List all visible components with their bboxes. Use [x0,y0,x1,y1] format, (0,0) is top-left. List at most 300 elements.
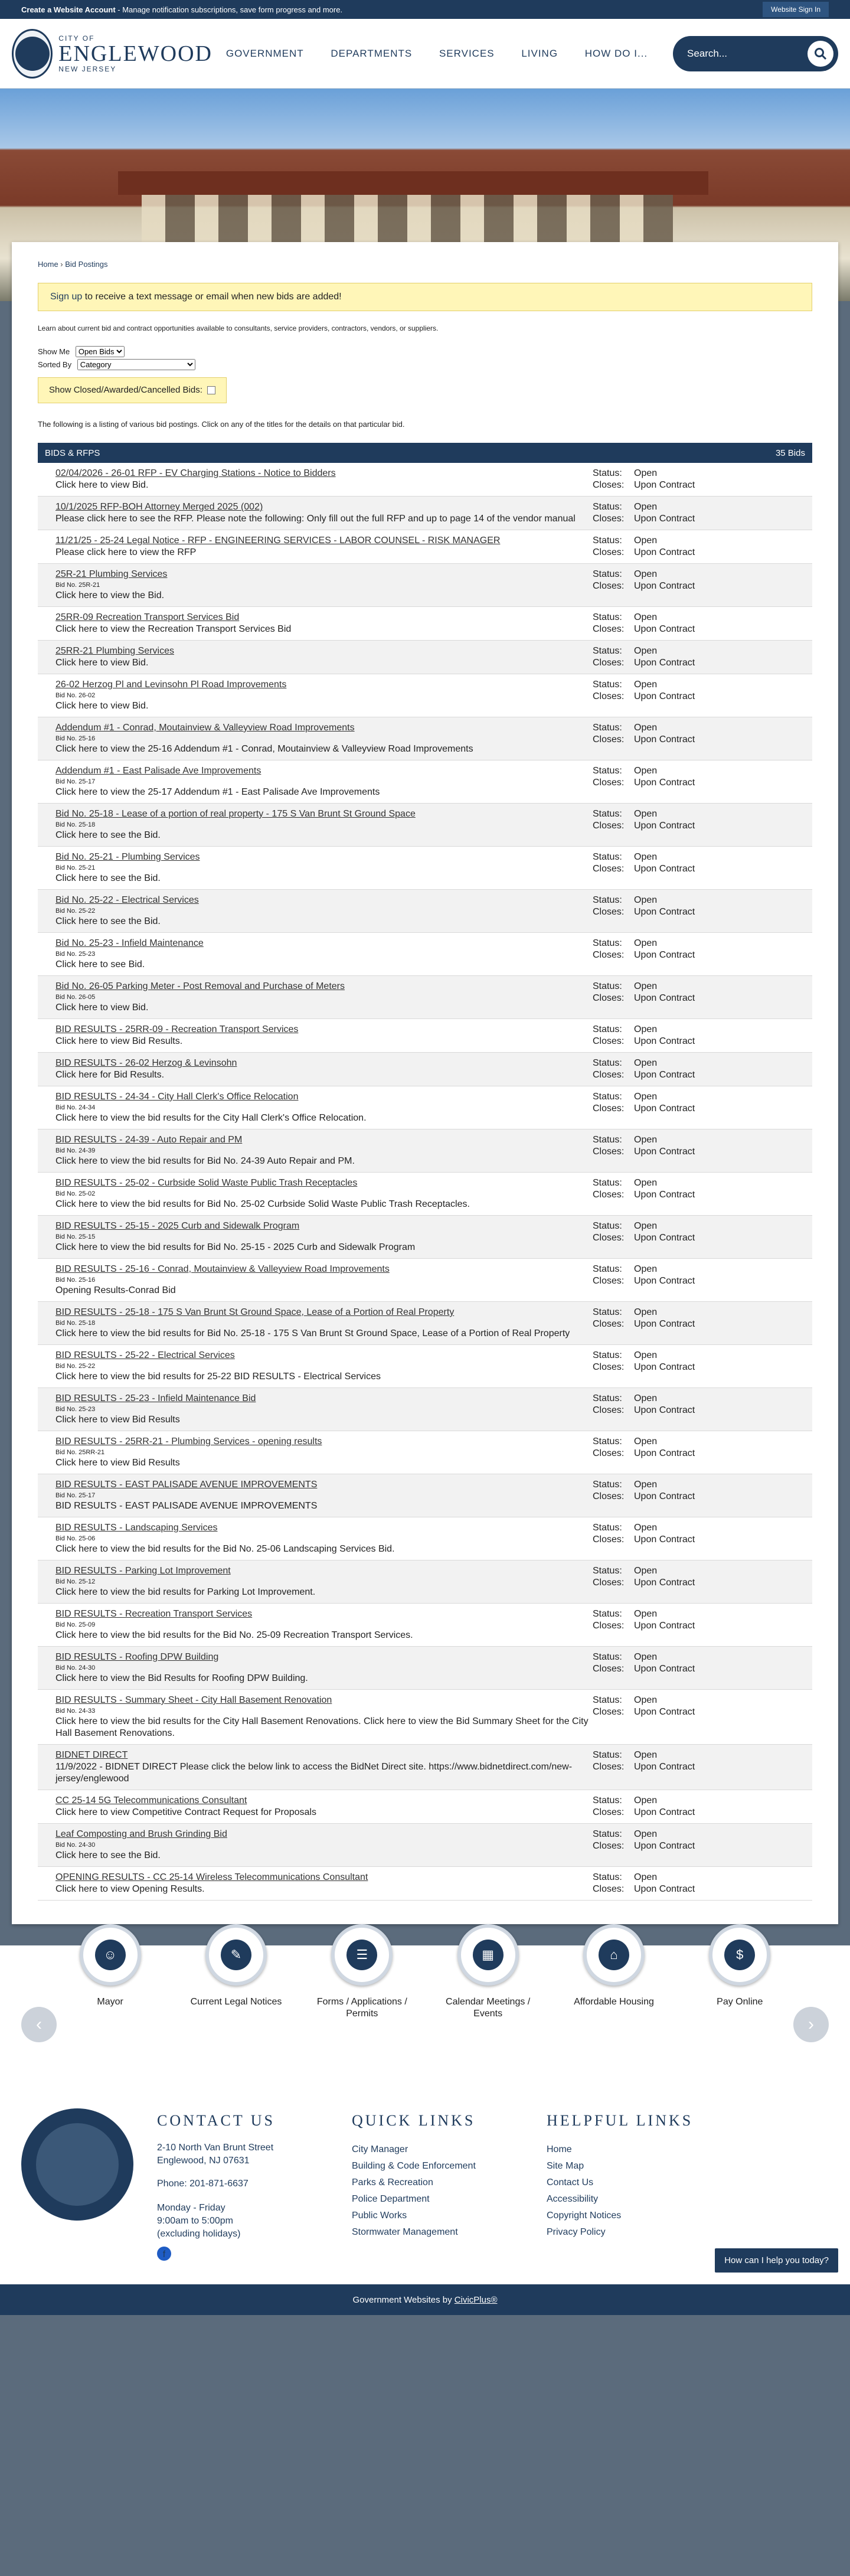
status-label: Status: [593,852,622,862]
bid-closes: Upon Contract [634,1762,695,1772]
bid-number: Bid No. 24-33 [55,1707,96,1715]
person-icon: ☺ [95,1940,126,1970]
bid-title-link[interactable]: BID RESULTS - 26-02 Herzog & Levinsohn [55,1058,237,1068]
status-label: Status: [593,766,622,776]
bid-number: Bid No. 25-17 [55,1492,96,1499]
bid-title-link[interactable]: 10/1/2025 RFP-BOH Attorney Merged 2025 (002) [55,502,263,512]
bid-title-link[interactable]: Leaf Composting and Brush Grinding Bid [55,1829,227,1839]
bid-row [38,607,812,641]
bid-row [38,1690,812,1745]
bid-closes: Upon Contract [634,547,695,557]
bid-status: Open [634,981,658,991]
status-label: Status: [593,1829,622,1839]
closes-label: Closes: [593,1535,625,1545]
bid-title-link[interactable]: BID RESULTS - Roofing DPW Building [55,1652,219,1662]
bid-row [38,1302,812,1345]
status-label: Status: [593,1058,622,1068]
breadcrumb-bid-postings[interactable]: Bid Postings [65,260,108,269]
site-logo[interactable] [12,29,212,79]
closes-label: Closes: [593,1664,625,1674]
bid-status: Open [634,1264,658,1274]
bid-status: Open [634,809,658,819]
bid-number: Bid No. 26-02 [55,692,96,699]
footer-helpful-link[interactable]: Contact Us [547,2177,594,2188]
bid-title-link[interactable]: BID RESULTS - 25-18 - 175 S Van Brunt St Ground Space, Lease of a Portion of Real Property [55,1307,455,1317]
bid-row [38,1790,812,1824]
bid-description: Click here to view Bid. [55,658,149,668]
bid-title-link[interactable]: 26-02 Herzog Pl and Levinsohn Pl Road Improvements [55,680,287,690]
footer-quick-link[interactable]: Parks & Recreation [352,2177,433,2188]
bid-number: Bid No. 25-22 [55,1363,96,1370]
create-account-link[interactable]: Create a Website Account [21,5,116,14]
address-line-2: Englewood, NJ 07631 [157,2156,250,2166]
sorted-by-select[interactable] [77,359,195,370]
bid-title-link[interactable]: Bid No. 25-23 - Infield Maintenance [55,938,204,948]
closes-label: Closes: [593,1448,625,1458]
bid-status: Open [634,502,658,512]
bid-title-link[interactable]: BID RESULTS - 25-16 - Conrad, Moutainview & Valleyview Road Improvements [55,1264,390,1274]
quick-link-1[interactable] [180,1945,292,2020]
quick-link-label: Pay Online [717,1997,763,2007]
bid-row [38,1216,812,1259]
closes-label: Closes: [593,1405,625,1415]
bid-closes: Upon Contract [634,734,695,745]
hours-days: Monday - Friday [157,2203,225,2213]
status-label: Status: [593,1480,622,1490]
bid-row [38,804,812,847]
bid-title-link[interactable]: BID RESULTS - 25-15 - 2025 Curb and Sidewalk Program [55,1221,300,1231]
footer-quick-link[interactable]: Public Works [352,2211,407,2221]
status-label: Status: [593,1872,622,1882]
footer-quick-link[interactable]: Stormwater Management [352,2227,458,2237]
site-header [0,19,850,89]
quick-link-3[interactable] [432,1945,544,2020]
bid-row [38,1053,812,1086]
bid-row [38,1647,812,1690]
bid-description: Click here to view Competitive Contract Request for Proposals [55,1807,316,1817]
closes-label: Closes: [593,1621,625,1631]
forms-icon: ☰ [346,1940,377,1970]
closes-label: Closes: [593,993,625,1003]
bid-description: Click here to view the Bid Results for Roofing DPW Building. [55,1673,308,1683]
sorted-by-label: Sorted By [38,360,72,369]
civicplus-link[interactable]: CivicPlus® [454,2294,498,2305]
show-closed-checkbox[interactable] [207,386,215,394]
top-bar [0,0,850,19]
bid-closes: Upon Contract [634,778,695,788]
bid-title-link[interactable]: Bid No. 25-18 - Lease of a portion of real property - 175 S Van Brunt St Ground Space [55,809,416,819]
bid-title-link[interactable]: BID RESULTS - 25-02 - Curbside Solid Waste Public Trash Receptacles [55,1178,358,1188]
bid-closes: Upon Contract [634,691,695,701]
bid-title-link[interactable]: BID RESULTS - Recreation Transport Services [55,1609,253,1619]
bid-title-link[interactable]: BIDNET DIRECT [55,1750,128,1760]
bid-row [38,1259,812,1302]
bid-status: Open [634,1178,658,1188]
status-label: Status: [593,895,622,905]
bid-description: Click here to see the Bid. [55,873,161,883]
bid-closes: Upon Contract [634,1036,695,1046]
quick-link-label: Mayor [97,1997,123,2007]
main-content [12,242,838,1924]
show-me-select[interactable] [76,346,125,357]
bid-status: Open [634,1609,658,1619]
bid-closes: Upon Contract [634,1841,695,1851]
document-icon: ✎ [221,1940,251,1970]
bid-title-link[interactable]: CC 25-14 5G Telecommunications Consultant [55,1795,247,1806]
bid-closes: Upon Contract [634,1103,695,1114]
city-seal-icon [12,29,53,79]
bid-closes: Upon Contract [634,1405,695,1415]
status-label: Status: [593,1695,622,1705]
bid-row [38,1345,812,1388]
bid-description: Click here for Bid Results. [55,1070,165,1080]
nav-living[interactable]: LIVING [521,47,558,59]
bid-row [38,1129,812,1173]
bid-status: Open [634,468,658,478]
bid-description: Click here to view the Bid. [55,590,165,600]
bid-closes: Upon Contract [634,1362,695,1372]
bid-title-link[interactable]: BID RESULTS - Parking Lot Improvement [55,1566,231,1576]
bottom-bar [0,2284,850,2315]
status-label: Status: [593,1350,622,1360]
closes-label: Closes: [593,907,625,917]
bid-status: Open [634,1350,658,1360]
bid-title-link[interactable]: Addendum #1 - Conrad, Moutainview & Valleyview Road Improvements [55,723,355,733]
bid-number: Bid No. 25-15 [55,1233,96,1240]
bid-number: Bid No. 25-06 [55,1535,96,1542]
bid-description: Click here to view the bid results for Bid No. 25-02 Curbside Solid Waste Public Trash Receptacles. [55,1199,470,1209]
carousel-next-button[interactable]: › [793,2007,829,2042]
nav-departments[interactable]: DEPARTMENTS [331,47,413,59]
nav-how-do-i[interactable]: HOW DO I... [584,47,648,59]
bid-title-link[interactable]: BID RESULTS - 25RR-21 - Plumbing Services - opening results [55,1436,322,1447]
bid-row [38,1019,812,1053]
logo-city-name: ENGLEWOOD [58,41,212,66]
bid-status: Open [634,723,658,733]
footer-helpful-link[interactable]: Site Map [547,2161,584,2171]
bid-number: Bid No. 25-17 [55,778,96,785]
hours-time: 9:00am to 5:00pm [157,2216,233,2226]
bid-row [38,497,812,530]
chat-help-button[interactable]: How can I help you today? [715,2248,838,2273]
bid-closes: Upon Contract [634,1233,695,1243]
bid-title-link[interactable]: Bid No. 25-21 - Plumbing Services [55,852,200,862]
bid-title-link[interactable]: Bid No. 25-22 - Electrical Services [55,895,199,905]
bid-closes: Upon Contract [634,1319,695,1329]
bid-number: Bid No. 25-18 [55,1320,96,1327]
closes-label: Closes: [593,624,625,634]
bid-closes: Upon Contract [634,1578,695,1588]
bid-closes: Upon Contract [634,1070,695,1080]
bid-closes: Upon Contract [634,1707,695,1717]
bid-status: Open [634,536,658,546]
bid-status: Open [634,1024,658,1034]
bid-title-link[interactable]: 25RR-09 Recreation Transport Services Bid [55,612,240,622]
bid-status: Open [634,680,658,690]
alert-text: to receive a text message or email when new bids are added! [82,292,342,302]
footer-quick-link[interactable]: Police Department [352,2194,430,2204]
status-label: Status: [593,1393,622,1403]
footer-helpful-link[interactable]: Copyright Notices [547,2211,622,2221]
sign-up-link[interactable]: Sign up [50,292,83,302]
nav-services[interactable]: SERVICES [439,47,495,59]
bid-row [38,1867,812,1901]
footer-helpful-link[interactable]: Accessibility [547,2194,599,2204]
bid-row [38,1086,812,1129]
bid-closes: Upon Contract [634,1448,695,1458]
helpful-links-title: HELPFUL LINKS [547,2112,694,2129]
quick-links-title: QUICK LINKS [352,2112,476,2129]
bid-closes: Upon Contract [634,1884,695,1894]
bid-status: Open [634,1092,658,1102]
filters [38,345,812,403]
status-label: Status: [593,809,622,819]
bid-row [38,1745,812,1790]
bid-title-link[interactable]: Bid No. 26-05 Parking Meter - Post Removal and Purchase of Meters [55,981,345,991]
logo-state: NEW JERSEY [58,64,117,73]
bid-number: Bid No. 24-30 [55,1664,96,1671]
bid-description: Click here to see the Bid. [55,916,161,926]
footer-helpful-link[interactable]: Home [547,2144,572,2154]
status-label: Status: [593,938,622,948]
footer-quick-link[interactable]: Building & Code Enforcement [352,2161,476,2171]
bid-number: Bid No. 25-02 [55,1190,96,1197]
intro-text: Learn about current bid and contract opportunities available to consultants, service providers, contractors, vendors, or suppliers. [38,324,439,332]
bid-row [38,1173,812,1216]
status-label: Status: [593,1024,622,1034]
bid-closes: Upon Contract [634,658,695,668]
bid-status: Open [634,1795,658,1806]
closes-label: Closes: [593,734,625,745]
footer-quick-link[interactable]: City Manager [352,2144,408,2154]
status-label: Status: [593,1135,622,1145]
bid-closes: Upon Contract [634,1664,695,1674]
notify-alert [38,283,812,311]
bid-number: Bid No. 25-23 [55,951,96,958]
status-label: Status: [593,1523,622,1533]
bid-row [38,1560,812,1604]
bid-title-link[interactable]: 25R-21 Plumbing Services [55,569,168,579]
bid-title-link[interactable]: 11/21/25 - 25-24 Legal Notice - RFP - ENGINEERING SERVICES - LABOR COUNSEL - RISK MANAGER [55,536,501,546]
status-label: Status: [593,1264,622,1274]
status-label: Status: [593,1178,622,1188]
calendar-icon: ▦ [473,1940,504,1970]
closes-label: Closes: [593,1319,625,1329]
bid-closes: Upon Contract [634,864,695,874]
account-promo-text: - Manage notification subscriptions, save form progress and more. [115,5,343,14]
bid-description: Click here to view the bid results for the City Hall Clerk's Office Relocation. [55,1113,367,1123]
bid-closes: Upon Contract [634,1190,695,1200]
nav-government[interactable]: GOVERNMENT [225,47,304,59]
closes-label: Closes: [593,1103,625,1114]
show-closed-toggle[interactable]: Show Closed/Awarded/Cancelled Bids: [38,377,227,403]
closes-label: Closes: [593,821,625,831]
closes-label: Closes: [593,1841,625,1851]
bid-title-link[interactable]: BID RESULTS - 25-23 - Infield Maintenance Bid [55,1393,256,1403]
closes-label: Closes: [593,691,625,701]
status-label: Status: [593,981,622,991]
search-input[interactable] [673,36,838,71]
bid-row [38,847,812,890]
bid-description: Click here to view the 25-16 Addendum #1 - Conrad, Moutainview & Valleyview Road Improvements [55,744,473,754]
status-label: Status: [593,680,622,690]
bid-closes: Upon Contract [634,1276,695,1286]
bid-row [38,530,812,564]
bid-closes: Upon Contract [634,993,695,1003]
bid-title-link[interactable]: 02/04/2026 - 26-01 RFP - EV Charging Stations - Notice to Bidders [55,468,336,478]
bid-description: Click here to see Bid. [55,959,145,969]
bid-number: Bid No. 25-16 [55,1276,96,1284]
footer-city-seal-icon [21,2108,133,2221]
search-button[interactable] [808,41,833,67]
status-label: Status: [593,723,622,733]
bid-closes: Upon Contract [634,821,695,831]
closes-label: Closes: [593,1362,625,1372]
bid-title-link[interactable]: BID RESULTS - EAST PALISADE AVENUE IMPROVEMENTS [55,1480,318,1490]
site-footer [0,2097,850,2284]
listing-note: The following is a listing of various bid postings. Click on any of the titles for the details on that particular bid. [38,420,405,429]
bid-status: Open [634,646,658,656]
search-icon [814,47,827,60]
search-placeholder: Search... [687,47,728,59]
bid-description: BID RESULTS - EAST PALISADE AVENUE IMPROVEMENTS [55,1501,318,1511]
bid-title-link[interactable]: BID RESULTS - Summary Sheet - City Hall Basement Renovation [55,1695,332,1705]
show-me-label: Show Me [38,347,70,356]
bid-title-link[interactable]: BID RESULTS - 24-39 - Auto Repair and PM [55,1135,243,1145]
bid-number: Bid No. 25-22 [55,907,96,915]
bid-number: Bid No. 25R-21 [55,582,100,589]
bid-row [38,564,812,607]
bid-status: Open [634,1523,658,1533]
bid-description: Click here to view the 25-17 Addendum #1 - East Palisade Ave Improvements [55,787,380,797]
bid-description: Click here to view the Recreation Transport Services Bid [55,624,292,634]
status-label: Status: [593,1221,622,1231]
bid-closes: Upon Contract [634,514,695,524]
bid-closes: Upon Contract [634,480,695,490]
closes-label: Closes: [593,480,625,490]
bid-title-link[interactable]: OPENING RESULTS - CC 25-14 Wireless Telecommunications Consultant [55,1872,368,1882]
quick-link-0[interactable] [54,1945,166,2020]
bid-title-link[interactable]: BID RESULTS - 25RR-09 - Recreation Transport Services [55,1024,299,1034]
closes-label: Closes: [593,1491,625,1501]
bid-status: Open [634,1566,658,1576]
bid-title-link[interactable]: Addendum #1 - East Palisade Ave Improvements [55,766,261,776]
bid-row [38,890,812,933]
bid-status: Open [634,1652,658,1662]
closes-label: Closes: [593,1147,625,1157]
bid-title-link[interactable]: BID RESULTS - 24-34 - City Hall Clerk's Office Relocation [55,1092,299,1102]
closes-label: Closes: [593,1884,625,1894]
bid-number: Bid No. 25-12 [55,1578,96,1585]
status-label: Status: [593,1436,622,1447]
quick-link-label: Forms / Applications / Permits [316,1997,407,2019]
quick-link-5[interactable] [684,1945,796,2020]
carousel-prev-button[interactable]: ‹ [21,2007,57,2042]
bid-title-link[interactable]: BID RESULTS - Landscaping Services [55,1523,218,1533]
quick-link-label: Current Legal Notices [190,1997,282,2007]
bid-closes: Upon Contract [634,1807,695,1817]
bid-number: Bid No. 25RR-21 [55,1449,105,1456]
bid-row [38,1824,812,1867]
footer-helpful-links [547,2108,718,2261]
bid-closes: Upon Contract [634,907,695,917]
bids-table-title: BIDS & RFPS [45,448,100,458]
bid-status: Open [634,938,658,948]
closes-label: Closes: [593,514,625,524]
quick-link-4[interactable] [558,1945,670,2020]
status-label: Status: [593,569,622,579]
breadcrumb-home[interactable]: Home [38,260,58,269]
closes-label: Closes: [593,1762,625,1772]
bids-count: 35 Bids [775,448,805,458]
bid-description: Click here to view the bid results for Bid No. 24-39 Auto Repair and PM. [55,1156,355,1166]
status-label: Status: [593,1092,622,1102]
status-label: Status: [593,1750,622,1760]
bid-closes: Upon Contract [634,1491,695,1501]
bid-number: Bid No. 24-34 [55,1104,96,1111]
closes-label: Closes: [593,1276,625,1286]
bid-status: Open [634,895,658,905]
bid-status: Open [634,612,658,622]
quick-link-2[interactable] [306,1945,418,2020]
bid-number: Bid No. 25-23 [55,1406,96,1413]
vendor-credit: Government Websites by [352,2294,452,2305]
closes-label: Closes: [593,778,625,788]
bid-title-link[interactable]: 25RR-21 Plumbing Services [55,646,174,656]
bid-row [38,933,812,976]
closes-label: Closes: [593,1036,625,1046]
bid-status: Open [634,1135,658,1145]
bids-table-header [38,443,812,463]
closes-label: Closes: [593,1707,625,1717]
bid-status: Open [634,1480,658,1490]
status-label: Status: [593,536,622,546]
payment-icon: $ [724,1940,755,1970]
bid-number: Bid No. 24-30 [55,1842,96,1849]
bid-description: Click here to view Bid Results. [55,1036,183,1046]
account-promo [21,5,342,14]
bid-closes: Upon Contract [634,950,695,960]
bid-row [38,1474,812,1517]
bid-number: Bid No. 25-18 [55,821,96,828]
bid-description: Click here to view Bid. [55,1003,149,1013]
closes-label: Closes: [593,950,625,960]
bid-description: Opening Results-Conrad Bid [55,1285,176,1295]
status-label: Status: [593,1609,622,1619]
bid-title-link[interactable]: BID RESULTS - 25-22 - Electrical Services [55,1350,235,1360]
bids-table [38,443,812,1901]
bid-number: Bid No. 26-05 [55,994,96,1001]
bid-row [38,1604,812,1647]
bid-closes: Upon Contract [634,1147,695,1157]
status-label: Status: [593,1307,622,1317]
sign-in-button[interactable]: Website Sign In [763,2,829,17]
bid-status: Open [634,1750,658,1760]
bid-description: Click here to see the Bid. [55,1850,161,1860]
status-label: Status: [593,646,622,656]
breadcrumb: Home › Bid Postings [38,260,108,269]
facebook-icon[interactable]: f [157,2247,171,2261]
bid-description: Click here to view the bid results for 25-22 BID RESULTS - Electrical Services [55,1372,381,1382]
bid-closes: Upon Contract [634,624,695,634]
bid-description: Click here to view Bid. [55,701,149,711]
footer-helpful-link[interactable]: Privacy Policy [547,2227,606,2237]
status-label: Status: [593,1566,622,1576]
bid-description: Click here to view the bid results for the City Hall Basement Renovations. Click here to view the Bid Summary Sheet for the City Hall Basement Renovations. [55,1716,589,1738]
status-label: Status: [593,1795,622,1806]
bid-status: Open [634,1393,658,1403]
closes-label: Closes: [593,1190,625,1200]
